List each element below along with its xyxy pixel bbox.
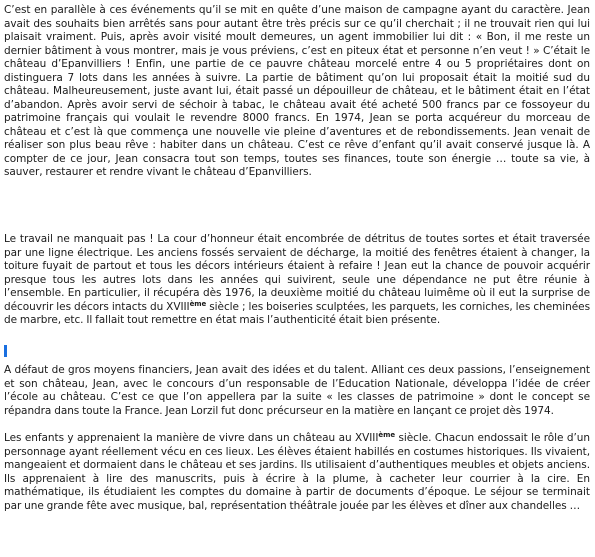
- ordinal-superscript: ème: [189, 299, 207, 308]
- paragraph-children-life: [4, 432, 590, 513]
- paragraph-text-start: Les enfants y apprenaient la manière de vivre dans un château au XVIII: [4, 432, 379, 444]
- paragraph-heritage-classes: A défaut de gros moyens financiers, Jean avait des idées et du talent. Alliant ces deux passions, l’enseignement et son château, Jean, avec le concours d’un responsable de l’Education Nationale, développa l’idée de créer l’école au château. C’est ce que l’on appellera par la suite « les classes de patrimoine » dont le concept se répandra dans toute la France. Jean Lorzil fut donc précurseur en la matière en lançant ce projet dès 1974.: [4, 364, 590, 417]
- paragraph-text-end: siècle ; les boiseries sculptées, les parquets, les corniches, les cheminées de marbre, etc. Il fallait tout remettre en état mais l’authenticité était bien présente.: [4, 300, 590, 326]
- ordinal-superscript: ème: [378, 431, 396, 439]
- paragraph-quest-for-house: C’est en parallèle à ces événements qu’il se mit en quête d’une maison de campagne ayant du caractère. Jean avait des souhaits bien arrêtés sans pour autant être très précis sur ce qu’il cherchait ; il ne trouvait rien qui lui plaisait vraiment. Puis, après avoir visité moult demeures, un agent immobilier lui dit : « Bon, il me reste un dernier bâtiment à vous montrer, mais je vous préviens, c’est en piteux état et personne n’en veut ! » C’était le château d’Epanvilliers ! Enfin, une partie de ce pauvre château morcelé entre 4 ou 5 propriétaires dont on distinguera 7 lots dans les années à suivre. La partie de bâtiment qu’on lui proposait était la moitié sud du château. Malheureusement, juste avant lui, était passé un dépouilleur de château, et le bâtiment était en l’état d’abandon. Après avoir servi de séchoir à tabac, le château avait été acheté 500 francs par ce fossoyeur du patrimoine français qui voulait le revendre 8000 francs. En 1974, Jean se porta acquéreur du morceau de château et c’est là que commença une nouvelle vie pleine d’aventures et de rebondissements. Jean venait de réaliser son plus beau rêve : habiter dans un château. C’est ce rêve d’enfant qu’il avait conservé jusque là. A compter de ce jour, Jean consacra tout son temps, toutes ses finances, toute son énergie … toute sa vie, à sauver, restaurer et rendre vivant le château d’Epanvilliers.: [4, 4, 590, 178]
- paragraph-text-end: siècle. Chacun endossait le rôle d’un personnage ayant réellement vécu en ces lieux. Les élèves étaient habillés en costumes historiques. Ils vivaient, mangeaient et dormaient dans le château et ses jardins. Ils utilisaient d’authentiques meubles et objets anciens. Ils apprenaient à lire des manuscrits, puis à écrire à la plume, à cacheter leur courrier à la cire. En mathématique, ils étudiaient les comptes du domaine à partir de documents d’époque. Le séjour se terminait par une grande fête avec musique, bal, représentation théâtrale jouée par les élèves et dîner aux chandelles …: [4, 432, 590, 512]
- text-cursor-marker: [4, 345, 7, 357]
- paragraph-text-start: Le travail ne manquait pas ! La cour d’honneur était encombrée de détritus de toutes sortes et était traversée par une ligne électrique. Les anciens fossés servaient de décharge, la moitié des fenêtres étaient à changer, la toiture fuyait de partout et tous les décors intérieurs étaient à refaire ! Jean eut la chance de pouvoir acquérir presque tous les autres lots dans les années qui suivirent, seule une dépendance ne put être réunie à l’ensemble. En particulier, il récupéra dès 1976, la deuxième moitié du château luimême où il eut la surprise de découvrir les décors intacts du XVIII: [4, 233, 590, 313]
- paragraph-restoration-work: [4, 233, 590, 328]
